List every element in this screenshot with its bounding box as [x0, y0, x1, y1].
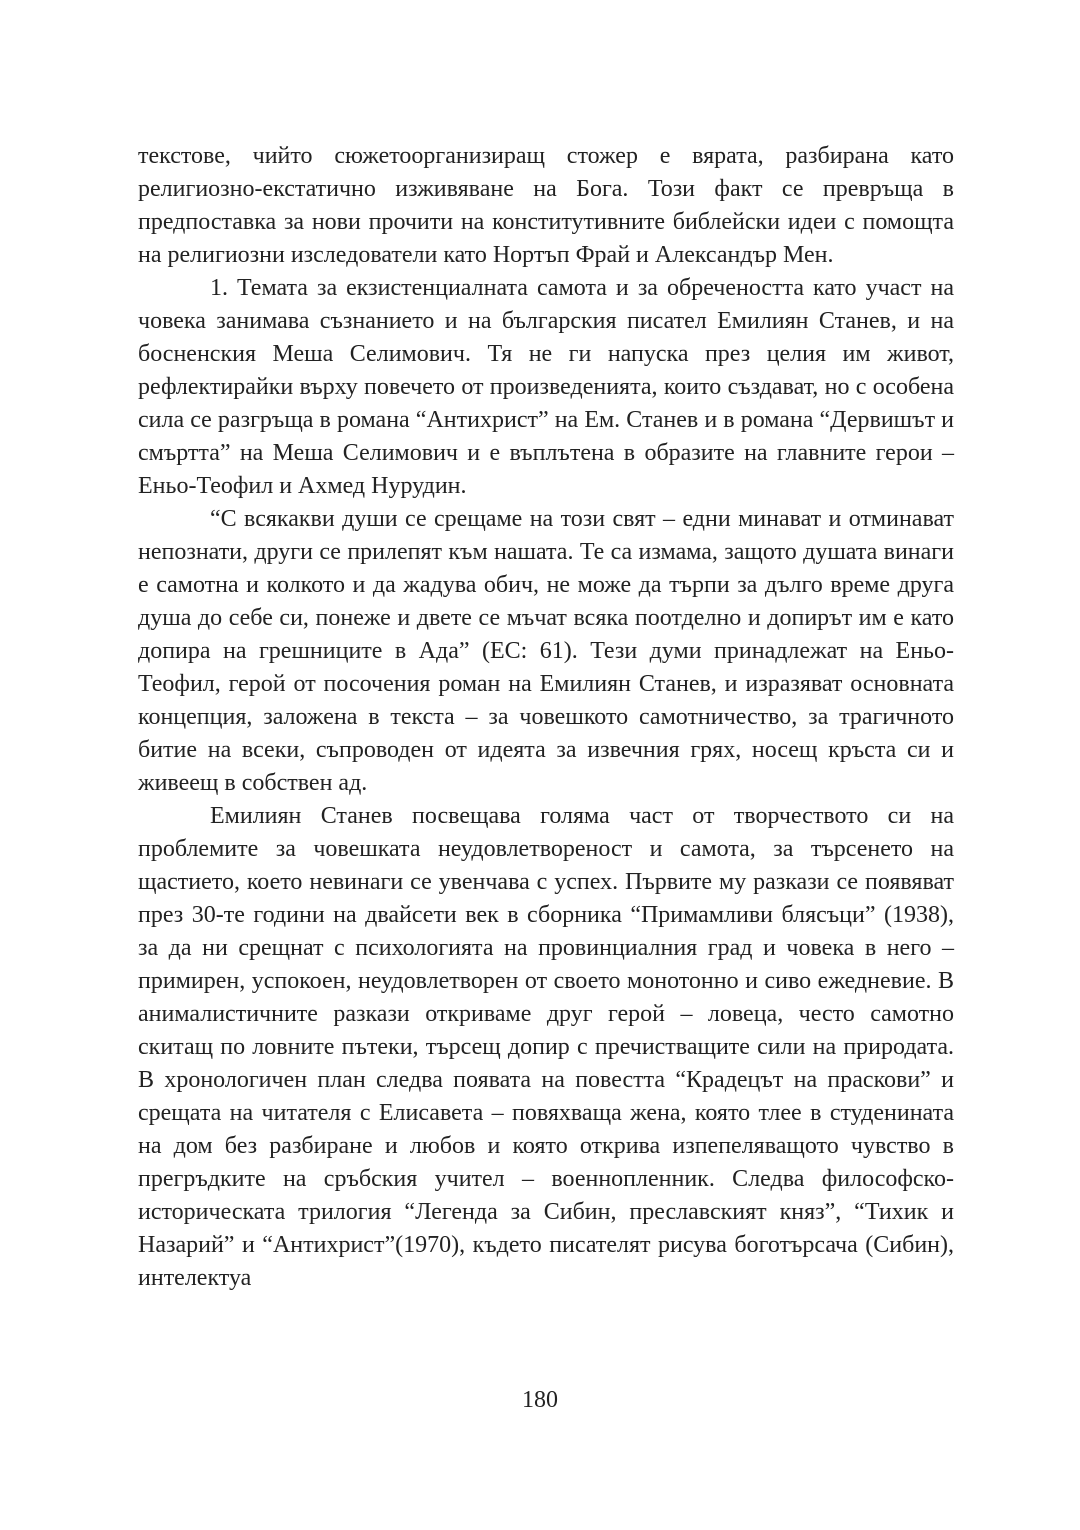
- paragraph-theme-solitude: 1. Темата за екзистенциалната самота и за обречеността като участ на човека занимава съзнанието и на българския писател Емилиян Станев, и на босненския Меша Селимович. Тя не ги напуска през целия им живот, рефлектирайки върху повечето от произведенията, които създават, но с особена сила се разгръща в романа “Антихрист” на Ем. Станев и в романа “Дервишът и смъртта” на Меша Селимович и е въплътена в образите на главните герои – Еньо-Теофил и Ахмед Нурудин.: [138, 275, 954, 499]
- paragraph-continuation: текстове, чийто сюжетоорганизиращ стожер е вярата, разбирана като религиозно-екстатично изживяване на Бога. Този факт се превръща в предпоставка за нови прочити на конститутивните библейски идеи с помощта на религиозни изследователи като Нортъп Фрай и Александър Мен.: [138, 143, 954, 268]
- paragraph-stanev-works: Емилиян Станев посвещава голяма част от творчеството си на проблемите за човешката неудовлетвореност и самота, за търсенето на щастието, което невинаги се увенчава с успех. Първите му разкази се появяват през 30-те години на двайсети век в сборника “Примамливи блясъци” (1938), за да ни срещнат с психологията на провинциалния град и човека в него – примирен, успокоен, неудовлетворен от своето монотонно и сиво ежедневие. В анималистичните разкази откриваме друг герой – ловеца, често самотно скитащ по ловните пътеки, търсещ допир с пречистващите сили на природата. В хронологичен план следва появата на повестта “Крадецът на праскови” и срещата на читателя с Елисавета – повяхваща жена, която тлее в студенината на дом без разбиране и любов и която открива изпепеляващото чувство в прегръдките на сръбския учител – военнопленник. Следва философско-историческата трилогия “Легенда за Сибин, преславският княз”, “Тихик и Назарий” и “Антихрист”(1970), където писателят рисува боготърсача (Сибин), интелектуа: [138, 803, 954, 1291]
- paragraph-quote-souls: “С всякакви души се срещаме на този свят – едни минават и отминават непознати, други се прилепят към нашата. Те са измама, защото душата винаги е самотна и колкото и да жадува обич, не може да търпи за дълго време друга душа до себе си, понеже и двете се мъчат всяка поотделно и допирът им е като допира на грешниците в Ада” (ЕС: 61). Тези думи принадлежат на Еньо-Теофил, герой от посочения роман на Емилиян Станев, и изразяват основната концепция, заложена в текста – за човешкото самотничество, за трагичното битие на всеки, съпроводен от идеята за извечния грях, носещ кръста си и живеещ в собствен ад.: [138, 506, 954, 796]
- body-text: [138, 140, 954, 1295]
- page-number: 180: [522, 1387, 558, 1413]
